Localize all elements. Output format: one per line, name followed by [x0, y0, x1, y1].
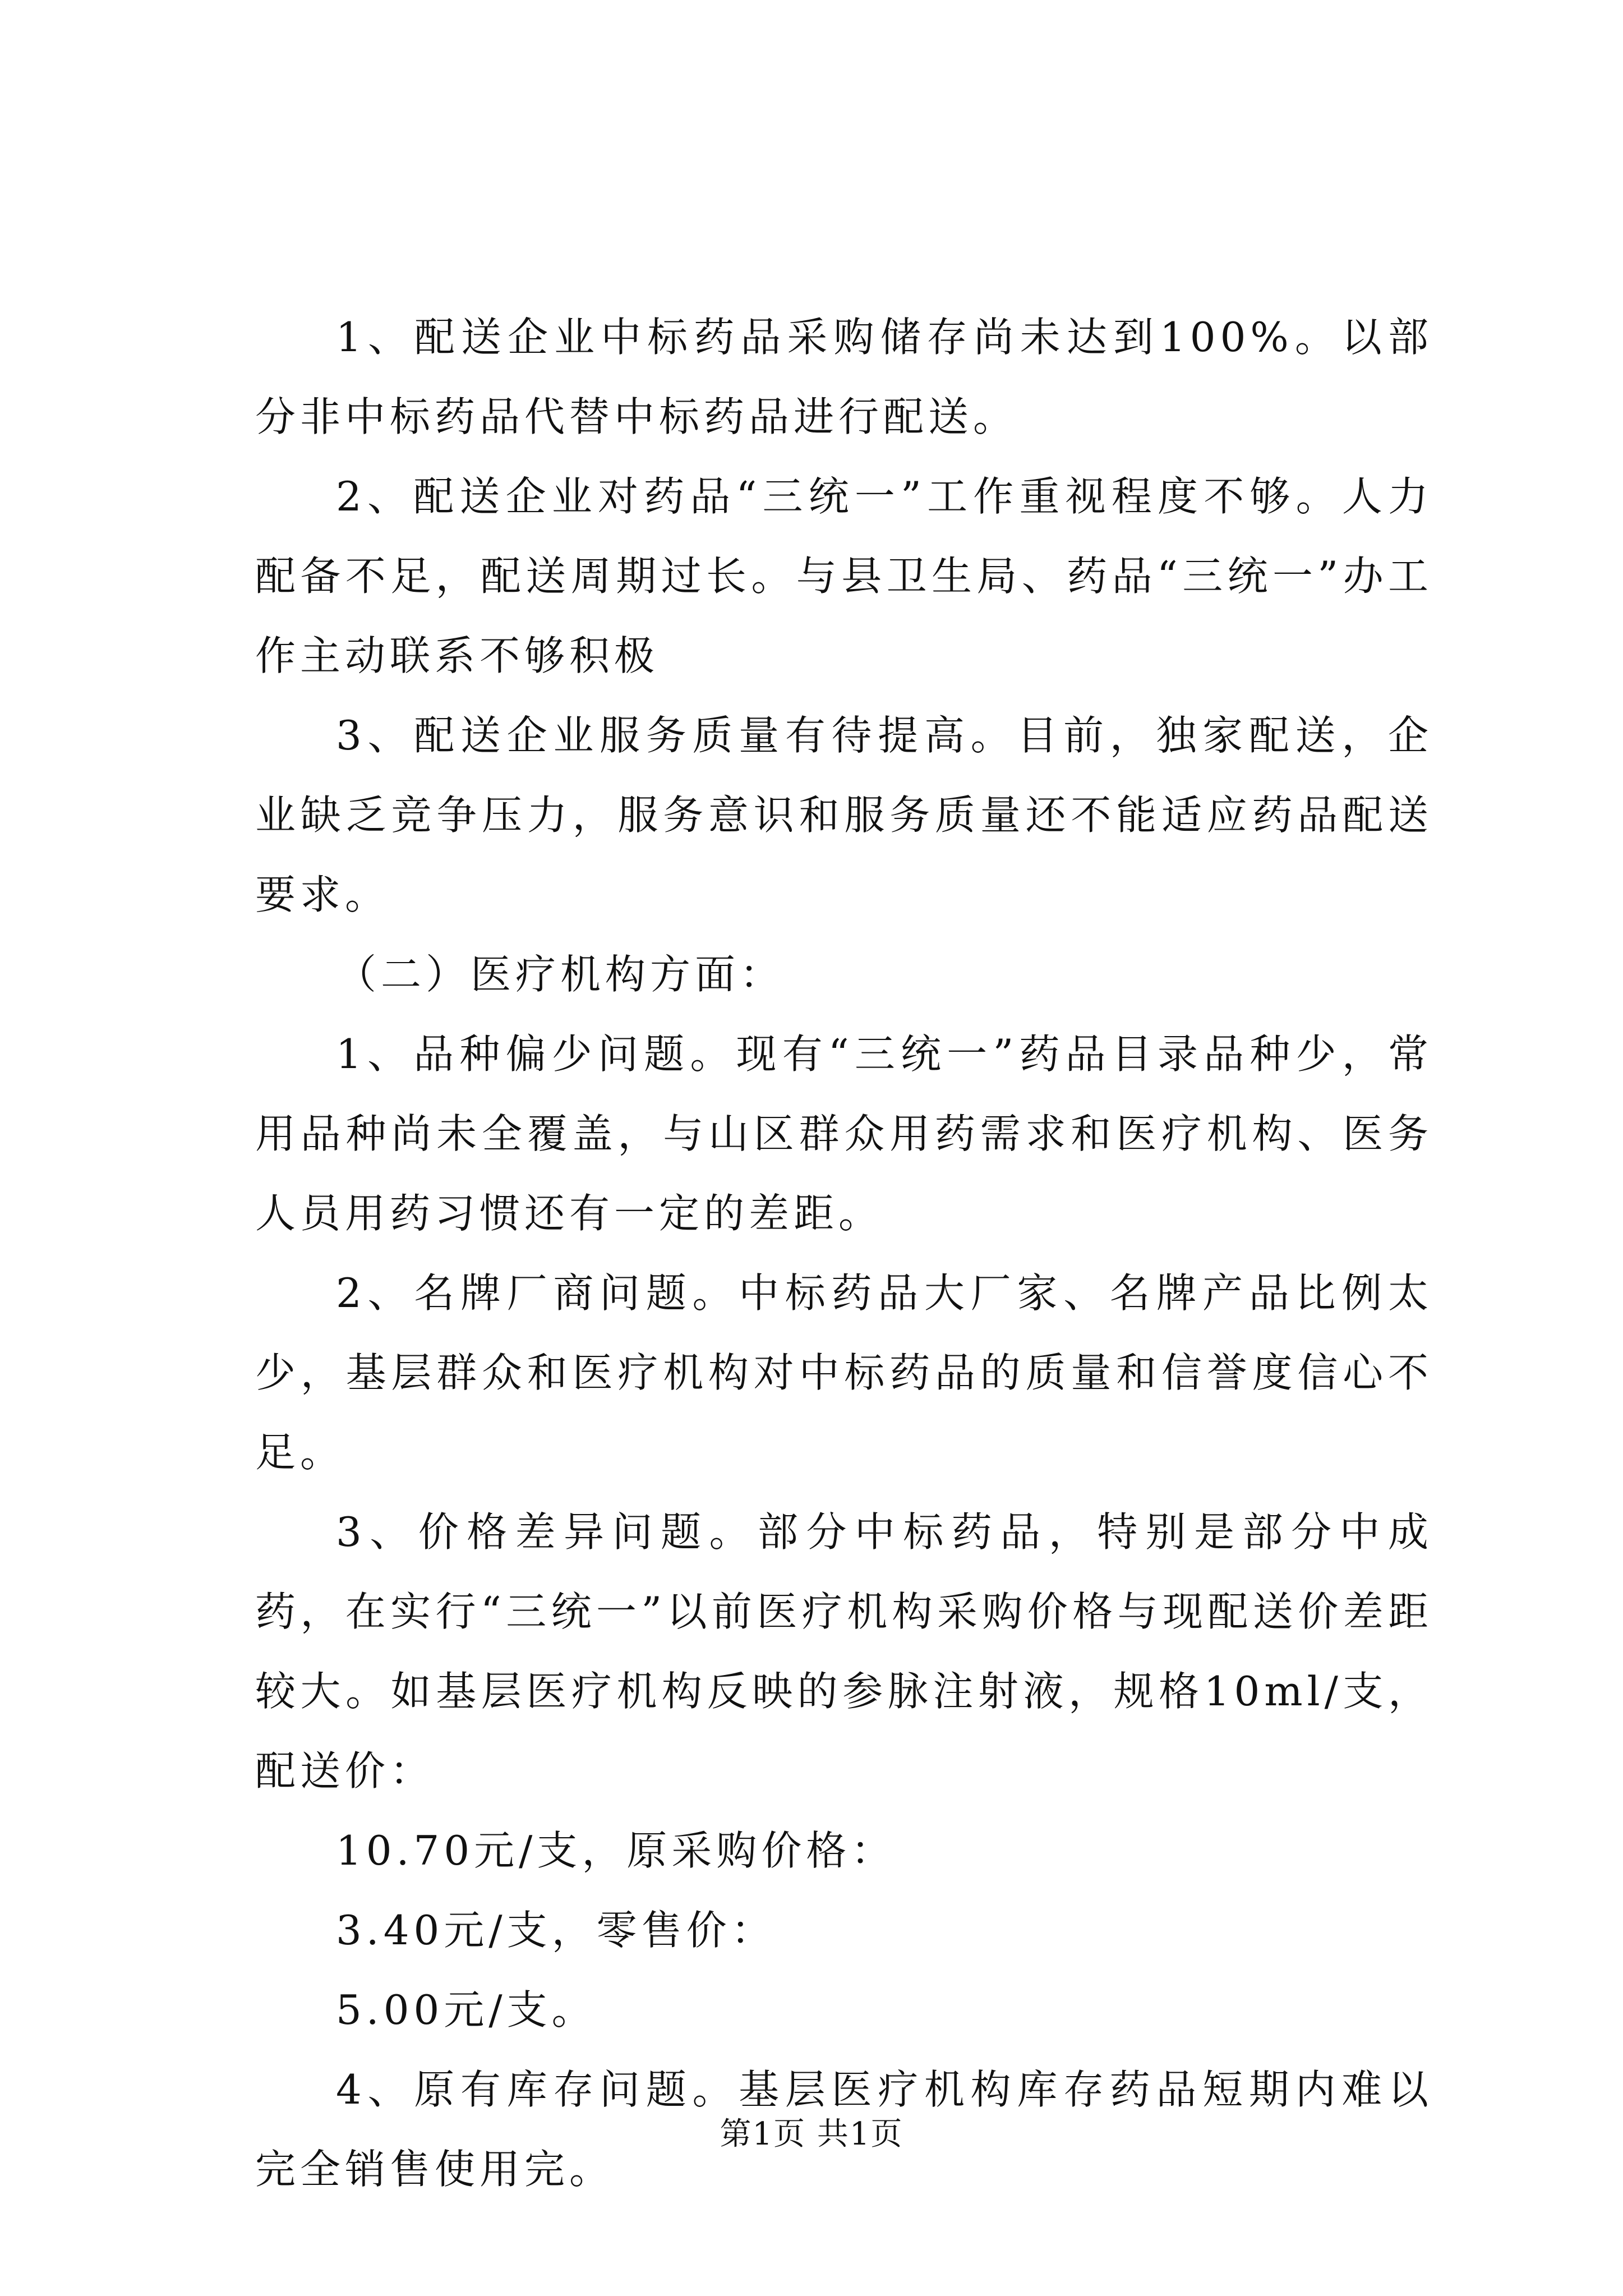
paragraph-price-issue: 3、价格差异问题。部分中标药品，特别是部分中成药，在实行“三统一”以前医疗机构采购价格与现配送价差距较大。如基层医疗机构反映的参脉注射液，规格10ml/支，配送价：	[255, 1508, 1433, 1795]
paragraph-variety-issue: 1、品种偏少问题。现有“三统一”药品目录品种少，常用品种尚未全覆盖，与山区群众用药需求和医疗机构、医务人员用药习惯还有一定的差距。	[255, 1030, 1433, 1237]
document-body	[255, 297, 1433, 2209]
paragraph-price-retail: 5.00元/支。	[336, 1986, 597, 2033]
paragraph-brand-issue: 2、名牌厂商问题。中标药品大厂家、名牌产品比例太少，基层群众和医疗机构对中标药品的质量和信誉度信心不足。	[255, 1269, 1433, 1476]
paragraph-inventory-issue: 4、原有库存问题。基层医疗机构库存药品短期内难以完全销售使用完。	[255, 2066, 1433, 2193]
paragraph-distribution-service: 3、配送企业服务质量有待提高。目前，独家配送，企业缺乏竞争压力，服务意识和服务质量还不能适应药品配送要求。	[255, 712, 1433, 918]
paragraph-distribution-attention: 2、配送企业对药品“三统一”工作重视程度不够。人力配备不足，配送周期过长。与县卫生局、药品“三统一”办工作主动联系不够积极	[255, 473, 1433, 679]
paragraph-price-delivery: 10.70元/支，原采购价格：	[336, 1827, 896, 1874]
paragraph-price-original: 3.40元/支，零售价：	[336, 1907, 776, 1954]
section-heading-medical-institutions: （二）医疗机构方面：	[336, 951, 785, 998]
page-footer: 第1页 共1页	[720, 2116, 903, 2152]
paragraph-distribution-stock: 1、配送企业中标药品采购储存尚未达到100%。以部分非中标药品代替中标药品进行配送。	[255, 314, 1433, 440]
